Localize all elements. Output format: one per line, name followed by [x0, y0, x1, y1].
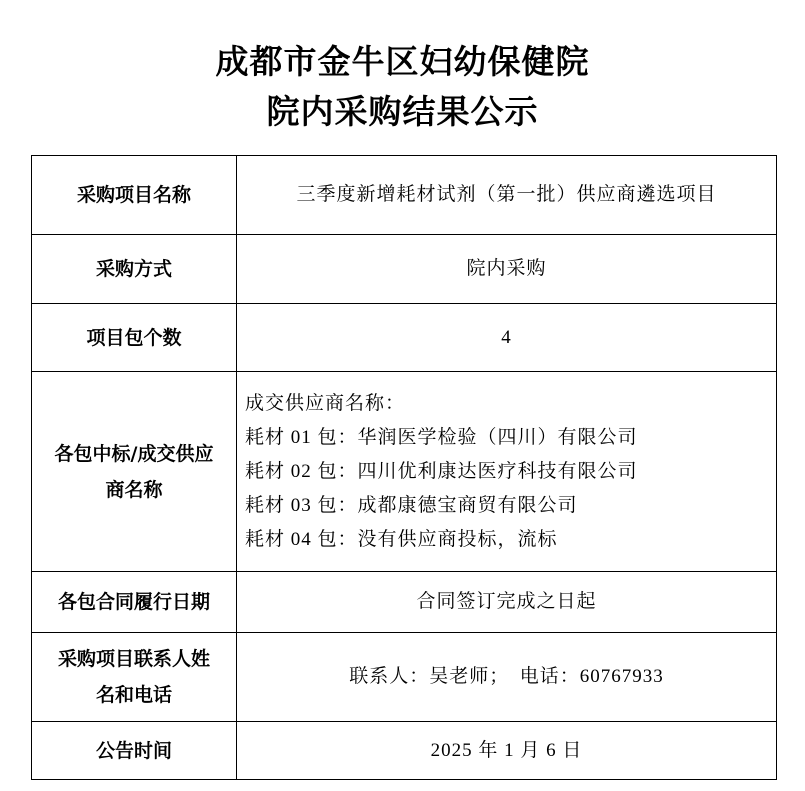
page-title-line-1: 成都市金牛区妇幼保健院: [215, 42, 590, 81]
label-line: 商名称: [105, 478, 163, 501]
value-line: 联系人：吴老师； 电话：60767933: [349, 666, 664, 687]
row-procurement-method: [32, 235, 777, 304]
label-project-name: [32, 156, 237, 235]
label-line: 各包合同履行日期: [57, 591, 210, 613]
value-line: 院内采购: [466, 258, 547, 279]
procurement-result-table: [31, 155, 777, 780]
supplier-package-03: 耗材 03 包：成都康德宝商贸有限公司: [245, 494, 578, 516]
label-line: 各包中标/成交供应: [54, 442, 214, 465]
supplier-package-04: 耗材 04 包：没有供应商投标，流标: [245, 528, 558, 550]
label-contract-date: [32, 572, 237, 633]
row-announcement-date: [32, 722, 777, 780]
page-title-line-2: 院内采购结果公示: [266, 92, 539, 131]
row-project-name: [32, 156, 777, 235]
label-announcement-date: [32, 722, 237, 780]
label-line: 名和电话: [95, 684, 172, 706]
value-line: 三季度新增耗材试剂（第一批）供应商遴选项目: [296, 184, 717, 205]
supplier-heading: 成交供应商名称：: [245, 392, 406, 414]
label-procurement-method: [32, 235, 237, 304]
value-line: 合同签订完成之日起: [416, 591, 597, 612]
label-line: 公告时间: [95, 739, 172, 762]
label-winning-suppliers: [32, 372, 237, 572]
label-line: 采购方式: [95, 258, 172, 280]
row-package-count: [32, 304, 777, 372]
value-contact: [237, 633, 777, 722]
value-winning-suppliers: [237, 372, 777, 572]
label-contact: [32, 633, 237, 722]
row-contact: [32, 633, 777, 722]
value-line: 4: [501, 326, 512, 348]
value-line: 2025 年 1 月 6 日: [430, 739, 583, 761]
value-announcement-date: [237, 722, 777, 780]
supplier-package-02: 耗材 02 包：四川优利康达医疗科技有限公司: [245, 460, 638, 482]
value-contract-date: [237, 572, 777, 633]
row-contract-date: [32, 572, 777, 633]
label-package-count: [32, 304, 237, 372]
value-project-name: [237, 156, 777, 235]
supplier-package-01: 耗材 01 包：华润医学检验（四川）有限公司: [245, 426, 638, 448]
label-line: 项目包个数: [86, 326, 182, 349]
row-winning-suppliers: [32, 372, 777, 572]
label-line: 采购项目联系人姓: [57, 648, 210, 670]
value-procurement-method: [237, 235, 777, 304]
label-line: 采购项目名称: [76, 184, 191, 206]
value-package-count: [237, 304, 777, 372]
